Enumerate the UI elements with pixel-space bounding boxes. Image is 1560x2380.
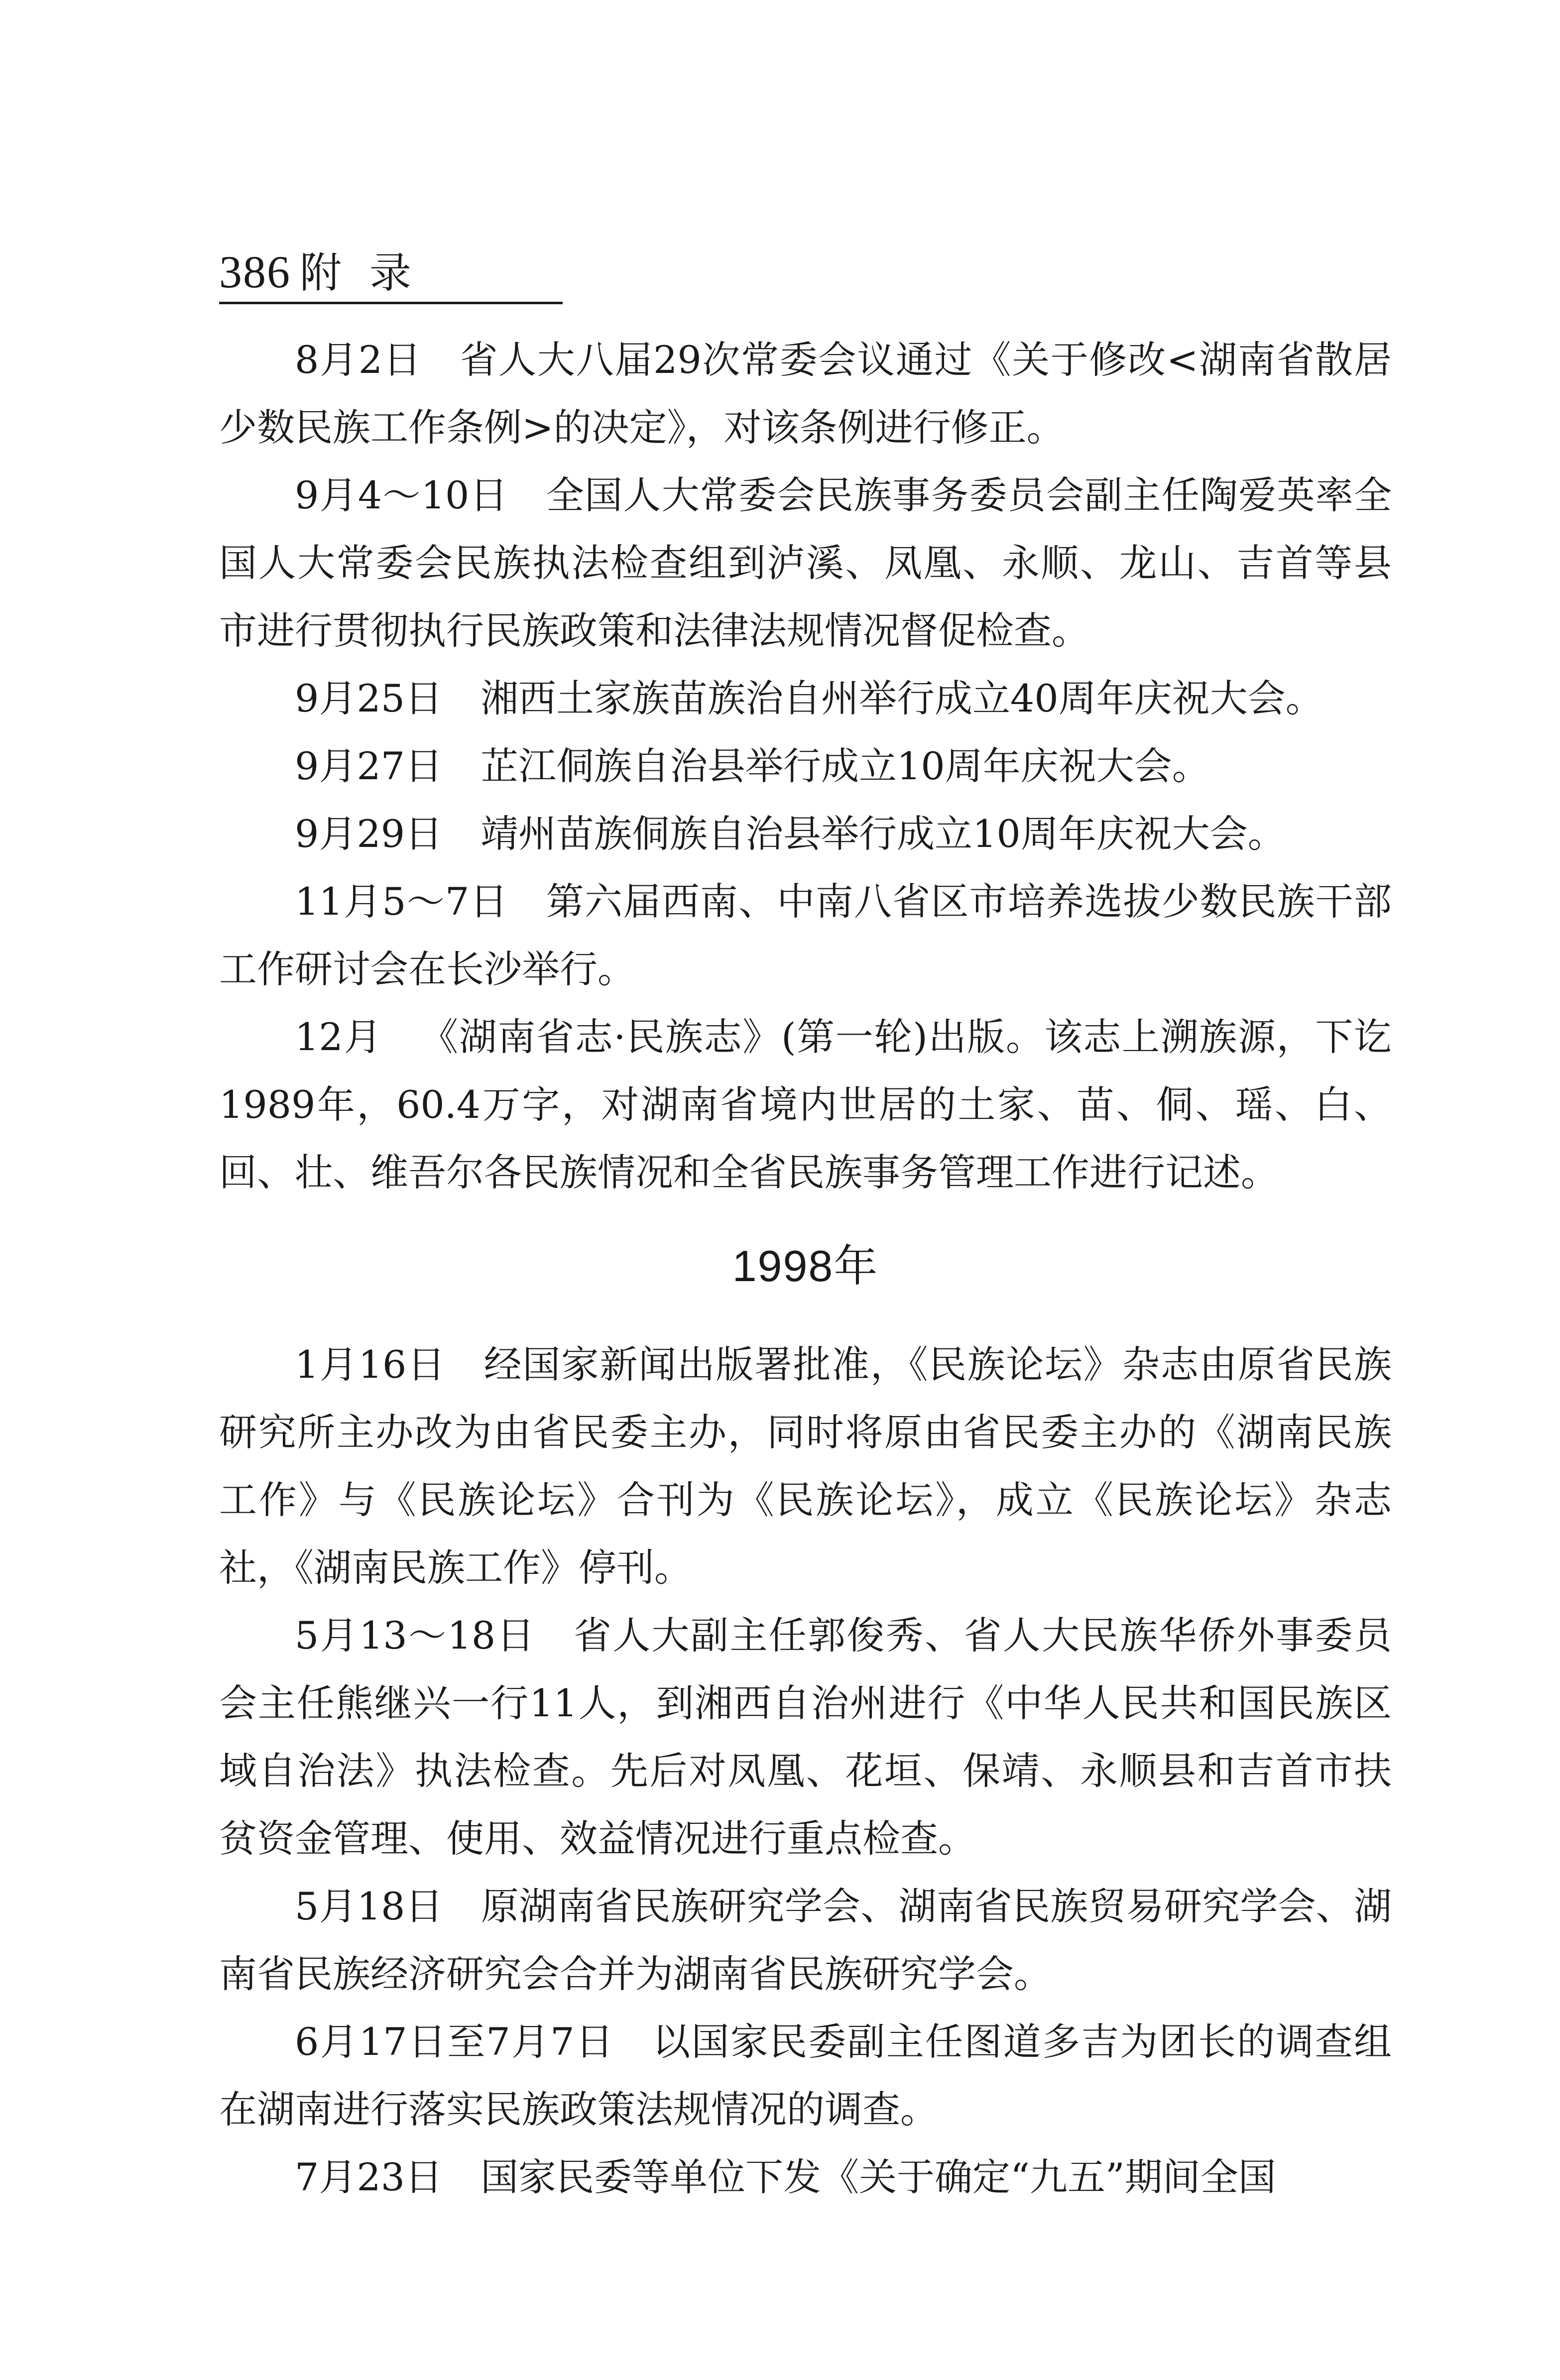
entry-text: 靖州苗族侗族自治县举行成立10周年庆祝大会。: [480, 812, 1286, 856]
year-heading: 1998年: [732, 1241, 879, 1291]
entries-1997: [219, 326, 1392, 1206]
chronicle-entry: [219, 665, 1392, 732]
entry-date: 5月18日: [295, 1884, 443, 1928]
entry-date: 9月25日: [295, 676, 443, 720]
entry-date: 12月: [295, 1015, 383, 1059]
entry-text: 省人大副主任郭俊秀、省人大民族华侨外事委员会主任熊继兴一行11人，到湘西自治州进行《中华人民共和国民族区域自治法》执法检查。先后对凤凰、花垣、保靖、永顺县和吉首市扶贫资金管理、使用、效益情况进行重点检查。: [219, 1613, 1392, 1861]
entry-text: 国家民委等单位下发《关于确定“九五”期间全国: [480, 2155, 1276, 2199]
chronicle-entry: [219, 1602, 1392, 1873]
entry-text: 《湖南省志·民族志》(第一轮)出版。该志上溯族源，下讫1989年，60.4万字，对湖南省境内世居的土家、苗、侗、瑶、白、回、壮、维吾尔各民族情况和全省民族事务管理工作进行记述。: [219, 1015, 1392, 1194]
chronicle-entry: [219, 732, 1392, 800]
section-title: 附录: [300, 248, 440, 297]
entry-text: 湘西土家族苗族治自州举行成立40周年庆祝大会。: [480, 676, 1323, 720]
header-text: [219, 247, 439, 298]
entry-date: 5月13～18日: [295, 1613, 536, 1658]
chronicle-entry: [219, 2008, 1392, 2143]
chronicle-entry: [219, 1331, 1392, 1602]
running-header: [219, 238, 563, 313]
entry-text: 省人大八届29次常委会议通过《关于修改<湖南省散居少数民族工作条例>的决定》，对该条例进行修正。: [219, 338, 1392, 450]
chronicle-entry: [219, 800, 1392, 868]
entry-date: 7月23日: [295, 2155, 443, 2199]
page-body: [219, 326, 1392, 2211]
entry-text: 芷江侗族自治县举行成立10周年庆祝大会。: [480, 744, 1210, 788]
chronicle-entry: [219, 1873, 1392, 2008]
entry-text: 原湖南省民族研究学会、湖南省民族贸易研究学会、湖南省民族经济研究会合并为湖南省民族研究学会。: [219, 1884, 1392, 1996]
chronicle-entry: [219, 2143, 1392, 2211]
entry-date: 9月4～10日: [295, 473, 508, 517]
chronicle-entry: [219, 1003, 1392, 1206]
entry-date: 8月2日: [295, 338, 422, 382]
header-rule: [219, 302, 563, 304]
entry-date: 11月5～7日: [295, 879, 508, 924]
entry-text: 第六届西南、中南八省区市培养选拔少数民族干部工作研讨会在长沙举行。: [219, 879, 1392, 991]
chronicle-entry: [219, 462, 1392, 665]
entry-date: 1月16日: [295, 1342, 446, 1387]
entry-date: 9月27日: [295, 744, 443, 788]
entry-date: 9月29日: [295, 812, 443, 856]
chronicle-entry: [219, 326, 1392, 462]
chronicle-entry: [219, 868, 1392, 1003]
entry-date: 6月17日至7月7日: [295, 2020, 615, 2064]
entry-text: 经国家新闻出版署批准，《民族论坛》杂志由原省民族研究所主办改为由省民委主办，同时将原由省民委主办的《湖南民族工作》与《民族论坛》合刊为《民族论坛》，成立《民族论坛》杂志社，《湖南民族工作》停刊。: [219, 1342, 1392, 1590]
entries-1998: [219, 1331, 1392, 2211]
page-number: 386: [219, 246, 291, 297]
entry-text: 以国家民委副主任图道多吉为团长的调查组在湖南进行落实民族政策法规情况的调查。: [219, 2020, 1392, 2132]
entry-text: 全国人大常委会民族事务委员会副主任陶爱英率全国人大常委会民族执法检查组到泸溪、凤凰、永顺、龙山、吉首等县市进行贯彻执行民族政策和法律法规情况督促检查。: [219, 473, 1392, 653]
